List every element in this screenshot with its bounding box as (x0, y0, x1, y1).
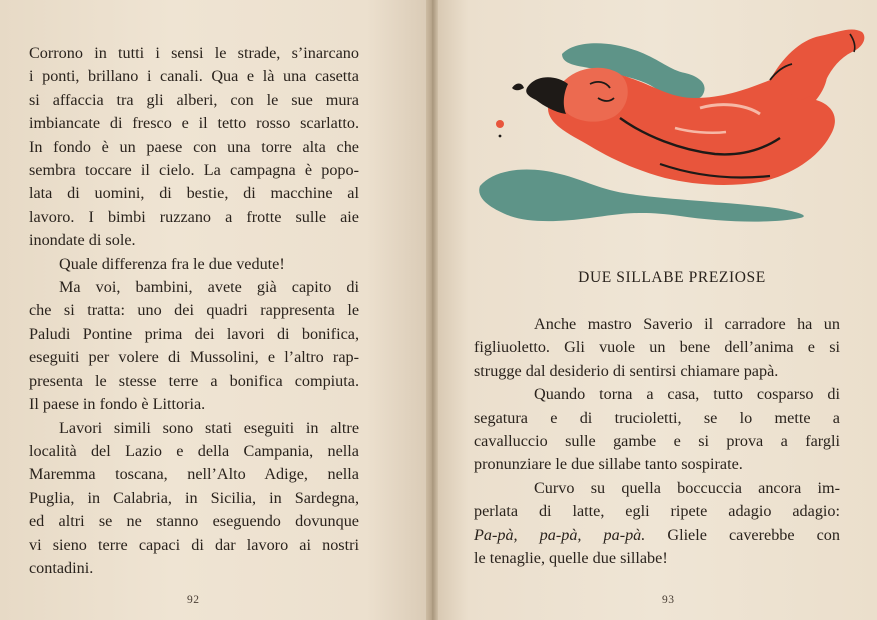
left-page-text (29, 42, 359, 580)
text-line: sembra toccare il cielo. La campagna è popo- (29, 161, 359, 180)
right-page-text (474, 313, 840, 570)
text-line: Curvo su quella boccuccia ancora im- (534, 478, 840, 497)
text-line: contadini. (29, 558, 94, 577)
text-line: Quando torna a casa, tutto cosparso di (534, 385, 840, 404)
book-gutter (426, 0, 438, 620)
child-head (558, 68, 628, 122)
text-line: In fondo è un paese con una torre alta che (29, 137, 359, 156)
text-line: imbiancate di fresco e il tetto rosso scarlatto. (29, 114, 359, 133)
text-line: Ma voi, bambini, avete già capito di (59, 278, 359, 297)
page-number-right: 93 (662, 594, 675, 606)
text-line: si affaccia tra gli alberi, con le sue mura (29, 90, 359, 109)
child-hair (526, 77, 568, 114)
text-line: figliuoletto. Gli vuole un bene dell’anima e si (474, 338, 840, 357)
child-leg (770, 29, 864, 100)
text-line: vi sieno terre capaci di dar lavoro ai nostri (29, 535, 359, 554)
text-line: Paludi Pontine prima dei lavori di bonifica, (29, 324, 359, 343)
text-line: Puglia, in Calabria, in Sicilia, in Sardegna, (29, 488, 359, 507)
text-line: ed altri se ne stanno eseguendo dovunque (29, 512, 359, 531)
page-number-left: 92 (187, 594, 200, 606)
italic-papa: Pa-pà, pa-pà, pa-pà. (474, 525, 646, 544)
text-line: lata di uomini, di bestie, di macchine al (29, 184, 359, 203)
text-line: Corrono in tutti i sensi le strade, s’inarcano (29, 44, 359, 62)
text-line: Lavori simili sono stati eseguiti in altre (59, 418, 359, 437)
text-line: eseguiti per volere di Mussolini, e l’altro rap- (29, 348, 359, 367)
text-line: località del Lazio e della Campania, nella (29, 441, 359, 460)
chapter-title: DUE SILLABE PREZIOSE (578, 269, 766, 286)
text-line: Maremma toscana, nell’Alto Adige, nella (29, 465, 359, 484)
text-line: pronunziare le due sillabe tanto sospirate. (474, 455, 743, 474)
text-line: che si tratta: uno dei quadri rappresenta le (29, 301, 359, 320)
text-line: inondate di sole. (29, 231, 136, 250)
text-line (474, 524, 840, 547)
text-line: cavalluccio sulle gambe e si prova a fargli (474, 432, 840, 451)
text-line: segatura e di trucioletti, se lo mette a (474, 408, 840, 427)
text-line: lavoro. I bimbi ruzzano a frotte sulle aie (29, 207, 359, 226)
text-line: presenta le stesse terre a bonifica compiuta. (29, 371, 359, 390)
child-illustration (470, 18, 875, 233)
text-line: Quale differenza fra le due vedute! (59, 254, 285, 273)
text-line: strugge dal desiderio di sentirsi chiamare papà. (474, 361, 779, 380)
text-line: perlata di latte, egli ripete adagio adagio: (474, 502, 840, 521)
text-line: Il paese in fondo è Littoria. (29, 395, 206, 414)
text-line: le tenaglie, quelle due sillabe! (474, 549, 668, 568)
text-fragment: Gliele caverebbe con (645, 525, 840, 544)
text-line: i ponti, brillano i canali. Qua e là una casetta (29, 67, 359, 86)
text-line: Anche mastro Saverio il carradore ha un (534, 315, 840, 333)
